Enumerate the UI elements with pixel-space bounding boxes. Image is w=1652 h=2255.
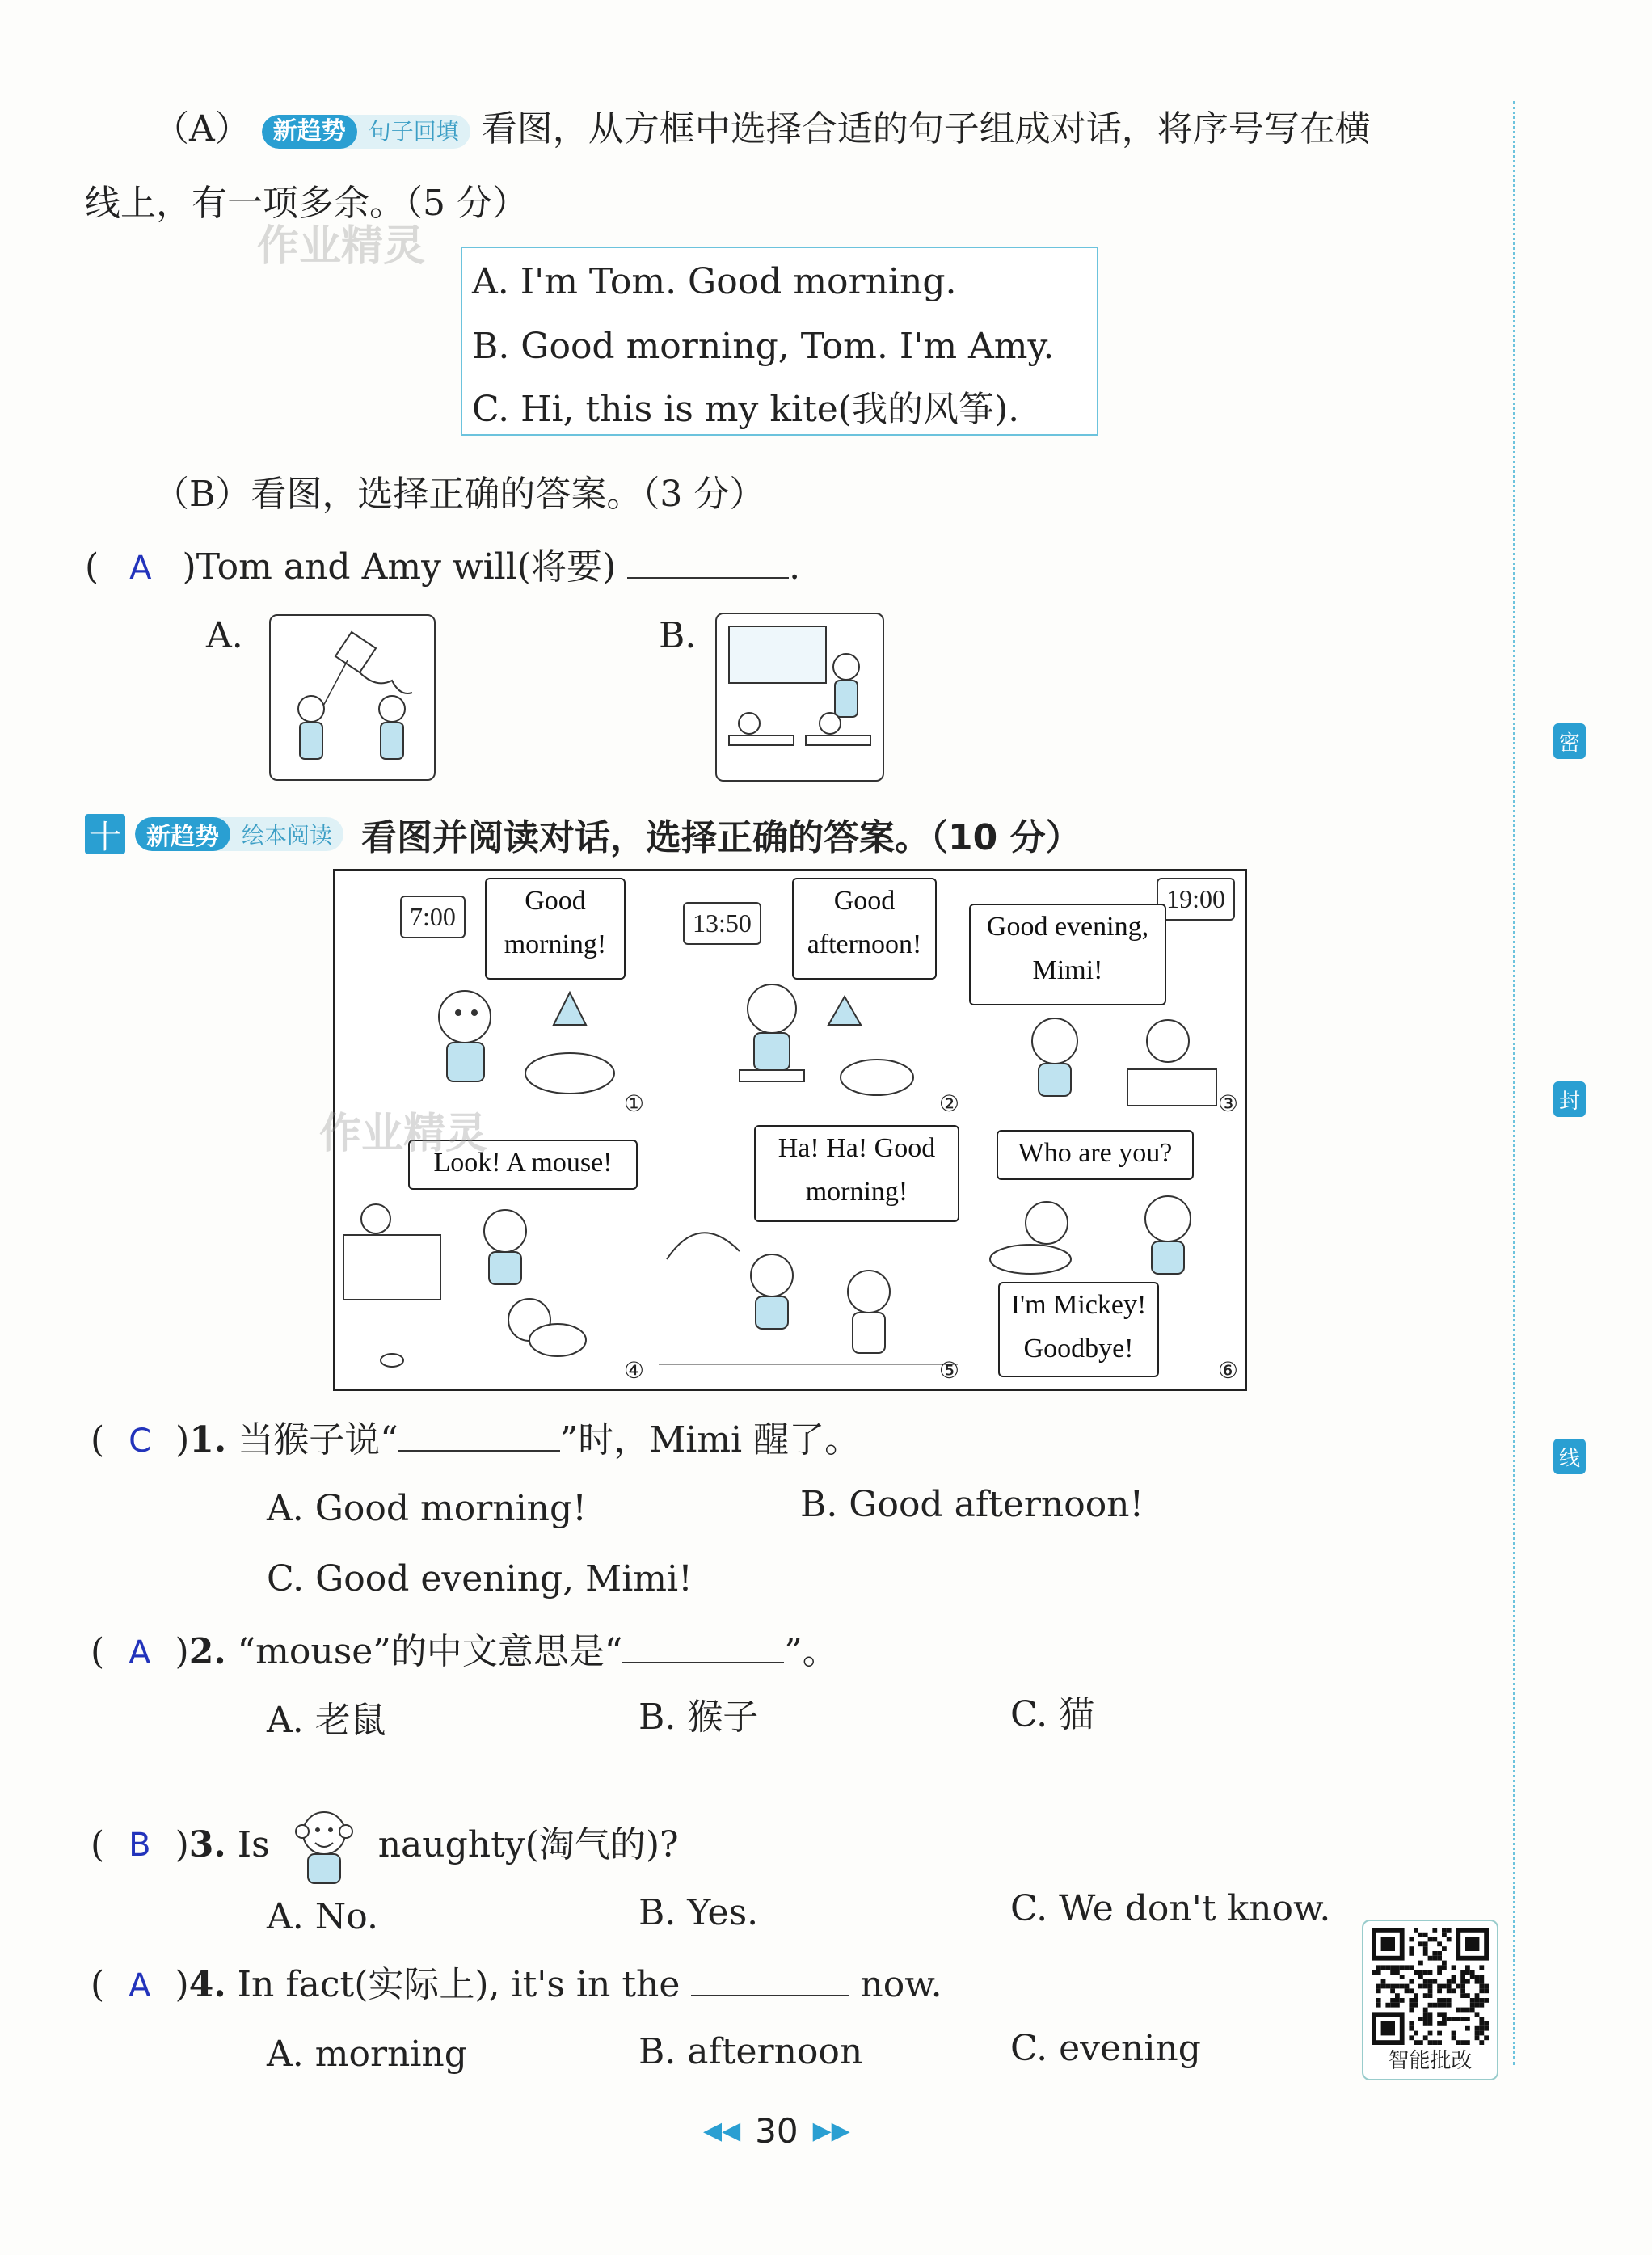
- panel-5-bubble: [754, 1125, 959, 1222]
- comic-panel-2: [651, 871, 967, 1123]
- watermark: 作业精灵: [319, 1110, 488, 1158]
- q4-option-c: C. evening: [1010, 2028, 1201, 2069]
- q3-option-c: C. We don't know.: [1010, 1888, 1331, 1929]
- kite-picture: [269, 614, 436, 781]
- page-footer: [703, 2111, 850, 2151]
- panel-4-number: ④: [623, 1357, 644, 1384]
- section-ten-title: 看图并阅读对话，选择正确的答案。（10 分）: [361, 817, 1081, 858]
- section-b-instruction: （B）看图，选择正确的答案。（3 分）: [154, 474, 765, 515]
- panel-6-scene: [974, 1182, 1241, 1279]
- answer-mark: A: [129, 1967, 151, 2004]
- option-a: A. I'm Tom. Good morning.: [472, 261, 957, 302]
- q1-option-a: A. Good morning!: [267, 1488, 587, 1529]
- side-tab-xian: 线: [1553, 1439, 1586, 1474]
- page-number: 30: [755, 2111, 799, 2151]
- question-text-before: In fact(实际上), it's in the: [237, 1964, 681, 2005]
- comic-panel-3: [966, 871, 1245, 1123]
- sentence-option-box: [461, 247, 1098, 436]
- bubble-line: morning!: [805, 1177, 908, 1208]
- answer-blank[interactable]: [622, 1633, 784, 1663]
- panel-3-bubble: [969, 904, 1166, 1005]
- bubble-line: Good: [525, 886, 586, 916]
- question-text-before: Is: [237, 1824, 270, 1865]
- kite-illustration: [271, 616, 434, 779]
- q1-option-b: B. Good afternoon!: [800, 1484, 1144, 1525]
- pic-option-b-label: B.: [659, 615, 697, 656]
- panel-4-scene: [343, 1195, 643, 1380]
- bubble-line: Ha! Ha! Good: [778, 1133, 936, 1163]
- section-a-instruction: 看图，从方框中选择合适的句子组成对话，将序号写在横: [481, 108, 1371, 150]
- answer-blank[interactable]: [627, 548, 789, 579]
- question-1: ( C )1. 当猴子说“ ”时，Mimi 醒了。: [91, 1419, 861, 1460]
- q3-option-a: A. No.: [267, 1896, 378, 1937]
- comic-panel-5: [651, 1122, 967, 1389]
- badge-main: 新趋势: [262, 115, 357, 149]
- panel-6-bubble-bottom: [998, 1282, 1159, 1377]
- section-a-instruction-line2: 线上，有一项多余。（5 分）: [85, 183, 528, 224]
- paren-open: (: [85, 546, 99, 588]
- question-text-after: naughty(淘气的)?: [377, 1824, 679, 1865]
- panel-1-bubble: [485, 878, 626, 980]
- panel-3-clock: 19:00: [1157, 878, 1235, 921]
- bubble-line: Goodbye!: [1023, 1334, 1134, 1364]
- question-number: 3.: [188, 1824, 226, 1865]
- classroom-illustration: [717, 614, 883, 780]
- question-number: 2.: [188, 1631, 226, 1672]
- panel-2-clock: 13:50: [683, 902, 761, 945]
- panel-2-bubble: [792, 878, 937, 980]
- q4-option-a: A. morning: [267, 2034, 467, 2075]
- question-text-after: now.: [860, 1964, 942, 2005]
- side-tab-feng: 封: [1553, 1081, 1586, 1117]
- classroom-picture: [715, 613, 884, 782]
- watermark: 作业精灵: [257, 222, 426, 271]
- badge-sub: 句子回填: [368, 117, 459, 145]
- q2-option-c: C. 猫: [1010, 1694, 1095, 1735]
- panel-3-scene: [982, 1005, 1241, 1118]
- question-3: ( B ) 3. Is naughty(淘气的)?: [91, 1801, 679, 1890]
- q1-option-c: C. Good evening, Mimi!: [267, 1558, 693, 1600]
- panel-2-scene: [683, 976, 942, 1114]
- answer-mark: A: [129, 550, 152, 587]
- option-c: C. Hi, this is my kite(我的风筝).: [472, 389, 1020, 430]
- comic-panel-4: [335, 1122, 652, 1389]
- panel-5-number: ⑤: [938, 1357, 959, 1384]
- question-text: )Tom and Amy will(将要): [182, 546, 617, 588]
- bubble-line: I'm Mickey!: [1010, 1290, 1147, 1320]
- panel-6-bubble-top: Who are you?: [997, 1130, 1194, 1180]
- answer-blank[interactable]: [398, 1421, 560, 1452]
- qr-code-icon: [1372, 1928, 1489, 2045]
- question-text-before: 当猴子说“: [238, 1419, 398, 1460]
- bubble-line: afternoon!: [807, 929, 922, 960]
- next-arrow-icon: ▶▶: [812, 2117, 850, 2145]
- question-number: 4.: [188, 1964, 226, 2005]
- panel-6-number: ⑥: [1217, 1357, 1238, 1384]
- section-ten-number: 十: [85, 814, 125, 854]
- answer-mark: C: [129, 1423, 152, 1460]
- q4-option-b: B. afternoon: [638, 2031, 863, 2072]
- section-b-question: ( A )Tom and Amy will(将要) .: [85, 546, 801, 588]
- comic-panel-6: [966, 1122, 1245, 1389]
- question-text-after: ”时，Mimi 醒了。: [559, 1419, 861, 1460]
- qr-label: 智能批改: [1388, 2049, 1473, 2073]
- pic-option-a-label: A.: [206, 615, 243, 656]
- section-a-header: [154, 108, 1371, 150]
- section-ten-badge: [135, 817, 343, 851]
- q2-option-a: A. 老鼠: [267, 1700, 386, 1741]
- bubble-line: Good evening,: [986, 912, 1149, 942]
- side-tab-mi: 密: [1553, 723, 1586, 759]
- q3-option-b: B. Yes.: [638, 1892, 759, 1933]
- panel-1-scene: [384, 976, 643, 1114]
- prev-arrow-icon: ◀◀: [703, 2117, 741, 2145]
- section-a-badge: [262, 115, 470, 149]
- section-ten-header: [85, 808, 1081, 860]
- panel-1-clock: 7:00: [400, 896, 466, 938]
- question-text-before: “mouse”的中文意思是“: [237, 1631, 623, 1672]
- question-text-after: ”。: [784, 1631, 838, 1672]
- panel-3-number: ③: [1217, 1090, 1238, 1117]
- bubble-line: morning!: [504, 929, 607, 960]
- bubble-line: Good: [833, 886, 896, 916]
- q2-option-b: B. 猴子: [638, 1697, 759, 1738]
- comic-panel-1: [335, 871, 652, 1123]
- panel-1-number: ①: [623, 1090, 644, 1117]
- panel-4-bubble: Look! A mouse!: [408, 1140, 638, 1190]
- bubble-line: Mimi!: [1032, 955, 1103, 986]
- panel-2-number: ②: [938, 1090, 959, 1117]
- answer-mark: A: [129, 1634, 151, 1671]
- badge-main: 新趋势: [135, 817, 230, 851]
- question-4: ( A )4. In fact(实际上), it's in the now.: [91, 1964, 942, 2005]
- question-2: ( A )2. “mouse”的中文意思是“ ”。: [91, 1631, 838, 1672]
- qr-code-block[interactable]: [1362, 1920, 1498, 2080]
- binding-line: [1513, 101, 1515, 2065]
- question-number: 1.: [189, 1419, 227, 1460]
- badge-sub: 绘本阅读: [242, 822, 333, 849]
- answer-blank[interactable]: [691, 1966, 849, 1996]
- option-b: B. Good morning, Tom. I'm Amy.: [472, 326, 1055, 367]
- monkey-icon: [280, 1801, 369, 1890]
- answer-mark: B: [129, 1827, 151, 1864]
- section-a-label: （A）: [154, 108, 251, 150]
- panel-5-scene: [659, 1211, 958, 1380]
